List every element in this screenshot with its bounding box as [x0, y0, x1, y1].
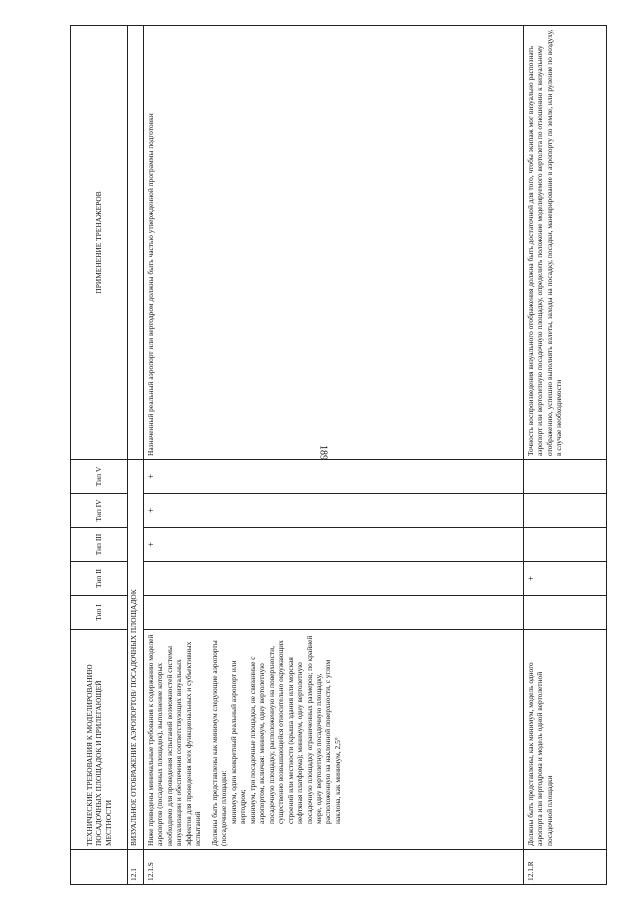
- row-number: 12.1.S: [144, 850, 524, 885]
- header-type-4: Тип IV: [71, 494, 128, 528]
- header-type-2: Тип II: [71, 562, 128, 596]
- rotated-table-wrapper: [70, 25, 564, 885]
- table-row: [524, 26, 607, 885]
- table-row: [144, 26, 524, 885]
- type-5-mark: +: [144, 460, 524, 494]
- requirement-paragraph: минимум, три посадочные площадки, не связанные с аэропортом, включая: минимум, одну вертолетную посадочную площадку, расположенную на поверхности, существенно возвышающейся относительно окружающих строений или местности (крыша здания или морская нефтяная платформа); минимум, одну вертолетную посадочную площадку ограниченных размеров; по крайней мере, одну вертолетную посадочную площадку, расположенную на наклонной поверхности, с углом наклона, как минимум, 2,5°: [247, 635, 342, 824]
- header-type-1: Тип I: [71, 596, 128, 630]
- type-2-mark: [144, 562, 524, 596]
- section-number: 12.1: [128, 850, 144, 885]
- header-number-cell: [71, 850, 128, 885]
- row-requirements: [144, 630, 524, 850]
- type-3-mark: [524, 528, 607, 562]
- row-requirements: Должны быть представлены, как минимум, модель одного аэропорта или вертодрома и модель одной вертолетной посадочной площадки: [524, 630, 607, 850]
- page-number: 189: [317, 445, 329, 460]
- requirement-paragraph: Ниже приведены минимальные требования к содержанию моделей аэропортов (посадочных площадок), выполнение которых необходимо для проведения испытаний возможностей системы визуализации и обеспечения соответствующих визуальных эффектов для проведения всех функциональных и субъективных испытаний: [146, 634, 203, 846]
- section-title: ВИЗУАЛЬНОЕ ОТОБРАЖЕНИЕ АЭРОПОРТОВ/ ПОСАДОЧНЫХ ПЛОЩАДОК: [128, 460, 144, 850]
- section-row: [128, 26, 144, 885]
- type-1-mark: [144, 596, 524, 630]
- header-type-5: Тип V: [71, 460, 128, 494]
- requirement-paragraph: минимум, один конкретный реальный аэропорт или вертодром;: [228, 660, 248, 824]
- requirements-table: [70, 25, 607, 885]
- header-requirements: ТЕХНИЧЕСКИЕ ТРЕБОВАНИЯ К МОДЕЛИРОВАНИЮ ПОСАДОЧНЫХ ПЛОЩАДОК И ПРИЛЕГАЮЩЕЙ МЕСТНОСТИ: [71, 630, 128, 850]
- type-4-mark: +: [144, 494, 524, 528]
- type-4-mark: [524, 494, 607, 528]
- row-application: Назначенный реальный аэропорт или вертодром должны быть частью утвержденной программы подготовки: [144, 26, 524, 460]
- type-3-mark: +: [144, 528, 524, 562]
- header-application: ПРИМЕНЕНИЕ ТРЕНАЖЕРОВ: [71, 26, 128, 460]
- row-number: 12.1.R: [524, 850, 607, 885]
- row-application: Точность воспроизведения визуального отображения должна быть достаточной для того, чтобы экипаж мог визуально распознать аэропорт или вертолетную посадочную площадку, определить положение моделируемого вертолета по отношению к визуальному отображению, успешно выполнять взлеты, заходы на посадку, посадки, маневрирование в аэропорту по земле, или руление по воздуху, в случае необходимости: [524, 26, 607, 460]
- type-2-mark: +: [524, 562, 607, 596]
- table-header-row: [71, 26, 128, 885]
- requirement-paragraph: Должны быть представлены как минимум следующие аэропорты (посадочные площадки:: [209, 640, 229, 846]
- section-empty: [128, 26, 144, 460]
- header-type-3: Тип III: [71, 528, 128, 562]
- type-1-mark: [524, 596, 607, 630]
- type-5-mark: [524, 460, 607, 494]
